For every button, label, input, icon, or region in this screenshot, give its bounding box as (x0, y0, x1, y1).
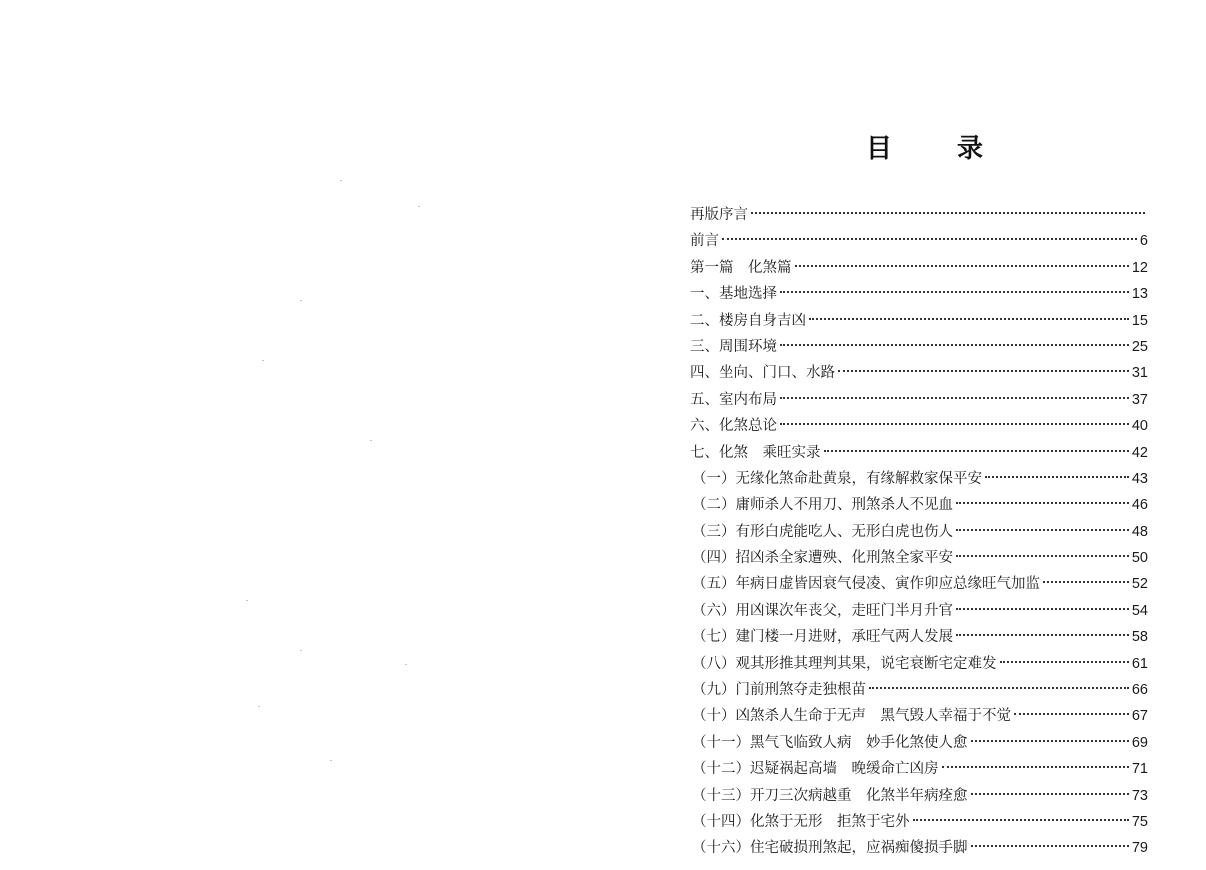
toc-entry[interactable] (690, 255, 1148, 281)
toc-entry-page: 79 (1131, 840, 1148, 857)
toc-entry-page: 50 (1131, 550, 1148, 567)
toc-entry[interactable] (690, 228, 1148, 254)
toc-entry[interactable] (690, 783, 1148, 809)
toc-entry-label: （十四）化煞于无形 拒煞于宅外 (692, 813, 910, 830)
toc-entry[interactable] (690, 466, 1148, 492)
toc-dot-leader (971, 845, 1129, 847)
toc-page (600, 0, 1206, 870)
toc-title: 目 录 (866, 134, 1012, 164)
toc-entry-page: 6 (1139, 233, 1148, 250)
toc-entry-label: （三）有形白虎能吃人、无形白虎也伤人 (692, 523, 953, 540)
scan-speck (258, 706, 260, 707)
scan-speck (262, 360, 264, 361)
toc-entry[interactable] (690, 334, 1148, 360)
toc-dot-leader (795, 265, 1129, 267)
toc-entry[interactable] (690, 387, 1148, 413)
toc-entry-label: （一）无缘化煞命赴黄泉，有缘解救家保平安 (692, 470, 982, 487)
toc-entry[interactable] (690, 809, 1148, 835)
toc-entry-label: 五、室内布局 (690, 391, 777, 408)
toc-entry[interactable] (690, 756, 1148, 782)
toc-entry[interactable] (690, 571, 1148, 597)
toc-dot-leader (722, 238, 1137, 240)
toc-entry-page: 52 (1131, 576, 1148, 593)
toc-dot-leader (809, 318, 1129, 320)
toc-dot-leader (956, 529, 1129, 531)
scan-speck (340, 180, 342, 181)
left-blank-page (0, 0, 600, 870)
toc-entry[interactable] (690, 703, 1148, 729)
scan-speck (300, 300, 302, 301)
toc-dot-leader (956, 502, 1129, 504)
toc-entry-page: 12 (1131, 259, 1148, 276)
toc-entry-page: 73 (1131, 787, 1148, 804)
toc-entry-label: （十三）开刀三次病越重 化煞半年病痊愈 (692, 787, 968, 804)
scan-speck (370, 440, 372, 441)
toc-entry-label: （八）观其形推其理判其果，说宅衰断宅定难发 (692, 655, 997, 672)
toc-dot-leader (1000, 661, 1129, 663)
toc-entry-page: 75 (1131, 813, 1148, 830)
toc-entry-label: （七）建门楼一月进财，承旺气两人发展 (692, 629, 953, 646)
toc-entry-page: 67 (1131, 708, 1148, 725)
toc-entry-label: （十）凶煞杀人生命于无声 黑气毁人幸福于不觉 (692, 708, 1011, 725)
toc-dot-leader (780, 423, 1129, 425)
toc-entry-label: （六）用凶课次年丧父，走旺门半月升官 (692, 602, 953, 619)
toc-entry-page: 42 (1131, 444, 1148, 461)
toc-entry-label: 六、化煞总论 (690, 418, 777, 435)
toc-dot-leader (942, 766, 1129, 768)
toc-entry-page: 31 (1131, 365, 1148, 382)
toc-entry-label: 再版序言 (690, 207, 748, 223)
toc-entry[interactable] (690, 651, 1148, 677)
scan-speck (300, 650, 302, 651)
scan-speck (405, 664, 407, 665)
toc-entry-page: 13 (1131, 286, 1148, 303)
toc-entry-label: （十一）黑气飞临致人病 妙手化煞使人愈 (692, 734, 968, 751)
toc-entry-label: 四、坐向、门口、水路 (690, 365, 835, 382)
toc-entry[interactable] (690, 677, 1148, 703)
toc-entry-label: 第一篇 化煞篇 (690, 259, 792, 276)
toc-dot-leader (971, 740, 1129, 742)
toc-entry[interactable] (690, 202, 1148, 228)
toc-entry[interactable] (690, 360, 1148, 386)
toc-entry-page: 25 (1131, 338, 1148, 355)
toc-entry[interactable] (690, 624, 1148, 650)
toc-entry[interactable] (690, 598, 1148, 624)
toc-entry-page: 69 (1131, 734, 1148, 751)
toc-entry-label: 一、基地选择 (690, 286, 777, 303)
toc-entry-label: （二）庸师杀人不用刀、刑煞杀人不见血 (692, 497, 953, 514)
toc-dot-leader (971, 793, 1129, 795)
toc-dot-leader (956, 634, 1129, 636)
toc-dot-leader (751, 212, 1145, 214)
toc-dot-leader (824, 450, 1129, 452)
toc-dot-leader (838, 370, 1129, 372)
toc-dot-leader (1014, 713, 1129, 715)
toc-list (690, 202, 1148, 862)
toc-entry-label: （十六）住宅破损刑煞起，应祸痴傻损手脚 (692, 840, 968, 857)
toc-entry[interactable] (690, 730, 1148, 756)
toc-entry-page: 48 (1131, 523, 1148, 540)
toc-entry-page: 66 (1131, 682, 1148, 699)
scan-speck (418, 206, 420, 207)
toc-entry-page: 54 (1131, 602, 1148, 619)
toc-entry-label: （四）招凶杀全家遭殃、化刑煞全家平安 (692, 550, 953, 567)
toc-entry-label: 前言 (690, 233, 719, 250)
toc-entry-label: （十二）迟疑祸起高墙 晚缓命亡凶房 (692, 761, 939, 778)
toc-entry-label: 七、化煞 乘旺实录 (690, 444, 821, 461)
toc-entry[interactable] (690, 281, 1148, 307)
toc-entry-page: 37 (1131, 391, 1148, 408)
toc-entry-page: 71 (1131, 761, 1148, 778)
scan-speck (330, 760, 332, 761)
toc-entry-page: 61 (1131, 655, 1148, 672)
toc-entry-label: 三、周围环境 (690, 338, 777, 355)
toc-entry-page: 15 (1131, 312, 1148, 329)
toc-dot-leader (780, 344, 1129, 346)
toc-entry-label: （五）年病日虚皆因衰气侵凌、寅作卯应总缘旺气加监 (692, 576, 1040, 593)
toc-dot-leader (1043, 581, 1129, 583)
toc-entry[interactable] (690, 413, 1148, 439)
toc-entry[interactable] (690, 440, 1148, 466)
toc-entry-label: （九）门前刑煞夺走独根苗 (692, 682, 866, 699)
toc-entry-label: 二、楼房自身吉凶 (690, 312, 806, 329)
toc-dot-leader (956, 608, 1129, 610)
toc-entry-page: 46 (1131, 497, 1148, 514)
toc-entry[interactable] (690, 835, 1148, 861)
toc-entry-page: 40 (1131, 418, 1148, 435)
toc-entry-page: 43 (1131, 470, 1148, 487)
toc-dot-leader (913, 819, 1129, 821)
toc-dot-leader (780, 291, 1129, 293)
toc-entry[interactable] (690, 545, 1148, 571)
toc-dot-leader (780, 397, 1129, 399)
toc-dot-leader (985, 476, 1129, 478)
toc-dot-leader (956, 555, 1129, 557)
scan-speck (246, 600, 248, 601)
toc-entry[interactable] (690, 519, 1148, 545)
toc-entry-page: 58 (1131, 629, 1148, 646)
toc-dot-leader (869, 687, 1129, 689)
toc-entry[interactable] (690, 492, 1148, 518)
toc-entry[interactable] (690, 308, 1148, 334)
